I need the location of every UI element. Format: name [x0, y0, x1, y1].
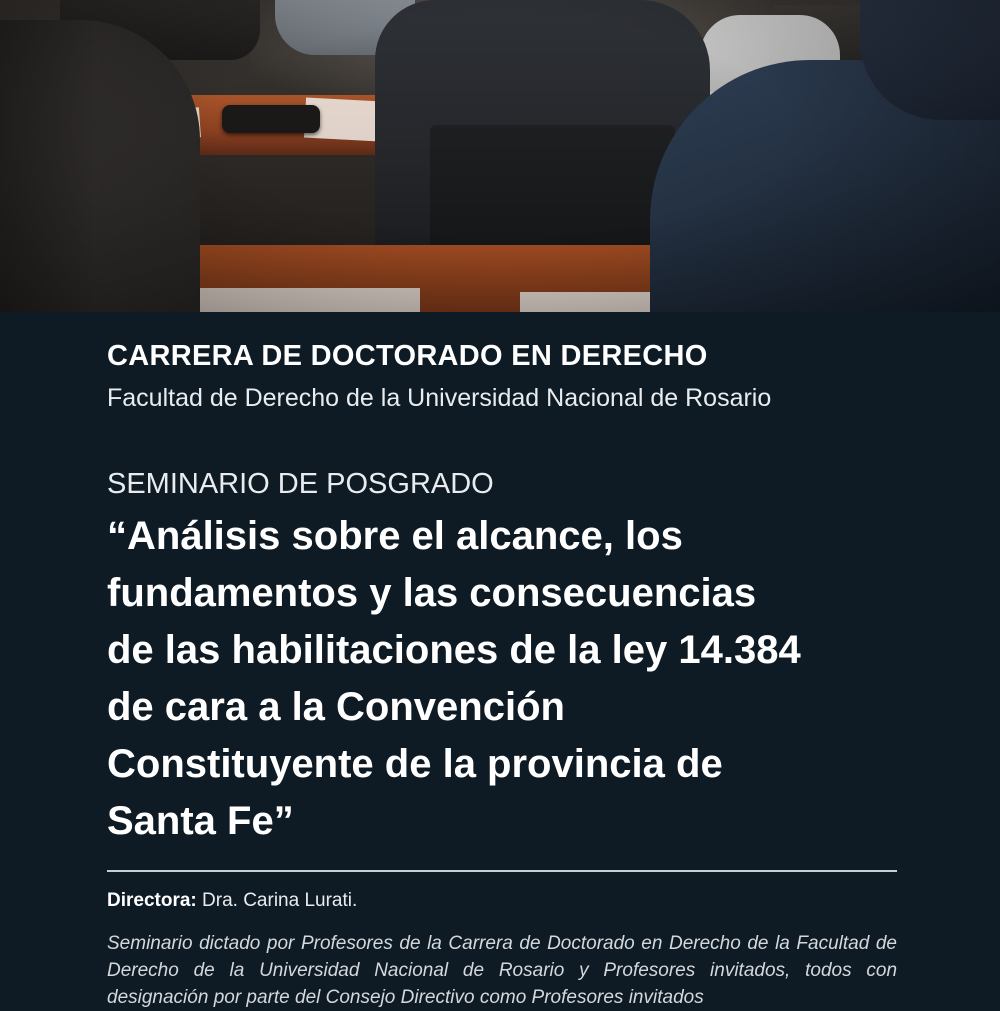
- description-line: Facultad de Derecho de la Universidad Nacional de Rosario y Profesores invitados,: [107, 933, 897, 981]
- director-label: Directora:: [107, 890, 197, 911]
- director-name: Dra. Carina Lurati.: [202, 890, 358, 911]
- director: [107, 890, 357, 912]
- classroom-photo: [0, 0, 1000, 312]
- description-line: Seminario dictado por Profesores de la Carrera de Doctorado en Derecho de la: [107, 933, 790, 954]
- seminar-title-line: de cara a la Convención: [107, 685, 565, 729]
- divider: [107, 870, 897, 872]
- seminar-title-line: Santa Fe”: [107, 799, 294, 843]
- program-title: CARRERA DE DOCTORADO EN DERECHO: [107, 340, 708, 372]
- seminar-title-line: Constituyente de la provincia de: [107, 742, 723, 786]
- seminar-title-line: “Análisis sobre el alcance, los: [107, 514, 683, 558]
- photo-vignette: [0, 0, 1000, 312]
- seminar-label: SEMINARIO DE POSGRADO: [107, 468, 494, 500]
- seminar-description: [107, 930, 897, 1011]
- description-line: todos con designación por parte del Consejo Directivo como Profesores invitados: [107, 960, 898, 1008]
- faculty-name: Facultad de Derecho de la Universidad Nacional de Rosario: [107, 384, 772, 412]
- seminar-title-line: de las habilitaciones de la ley 14.384: [107, 628, 801, 672]
- seminar-title-line: fundamentos y las consecuencias: [107, 571, 757, 615]
- seminar-title: [107, 508, 907, 850]
